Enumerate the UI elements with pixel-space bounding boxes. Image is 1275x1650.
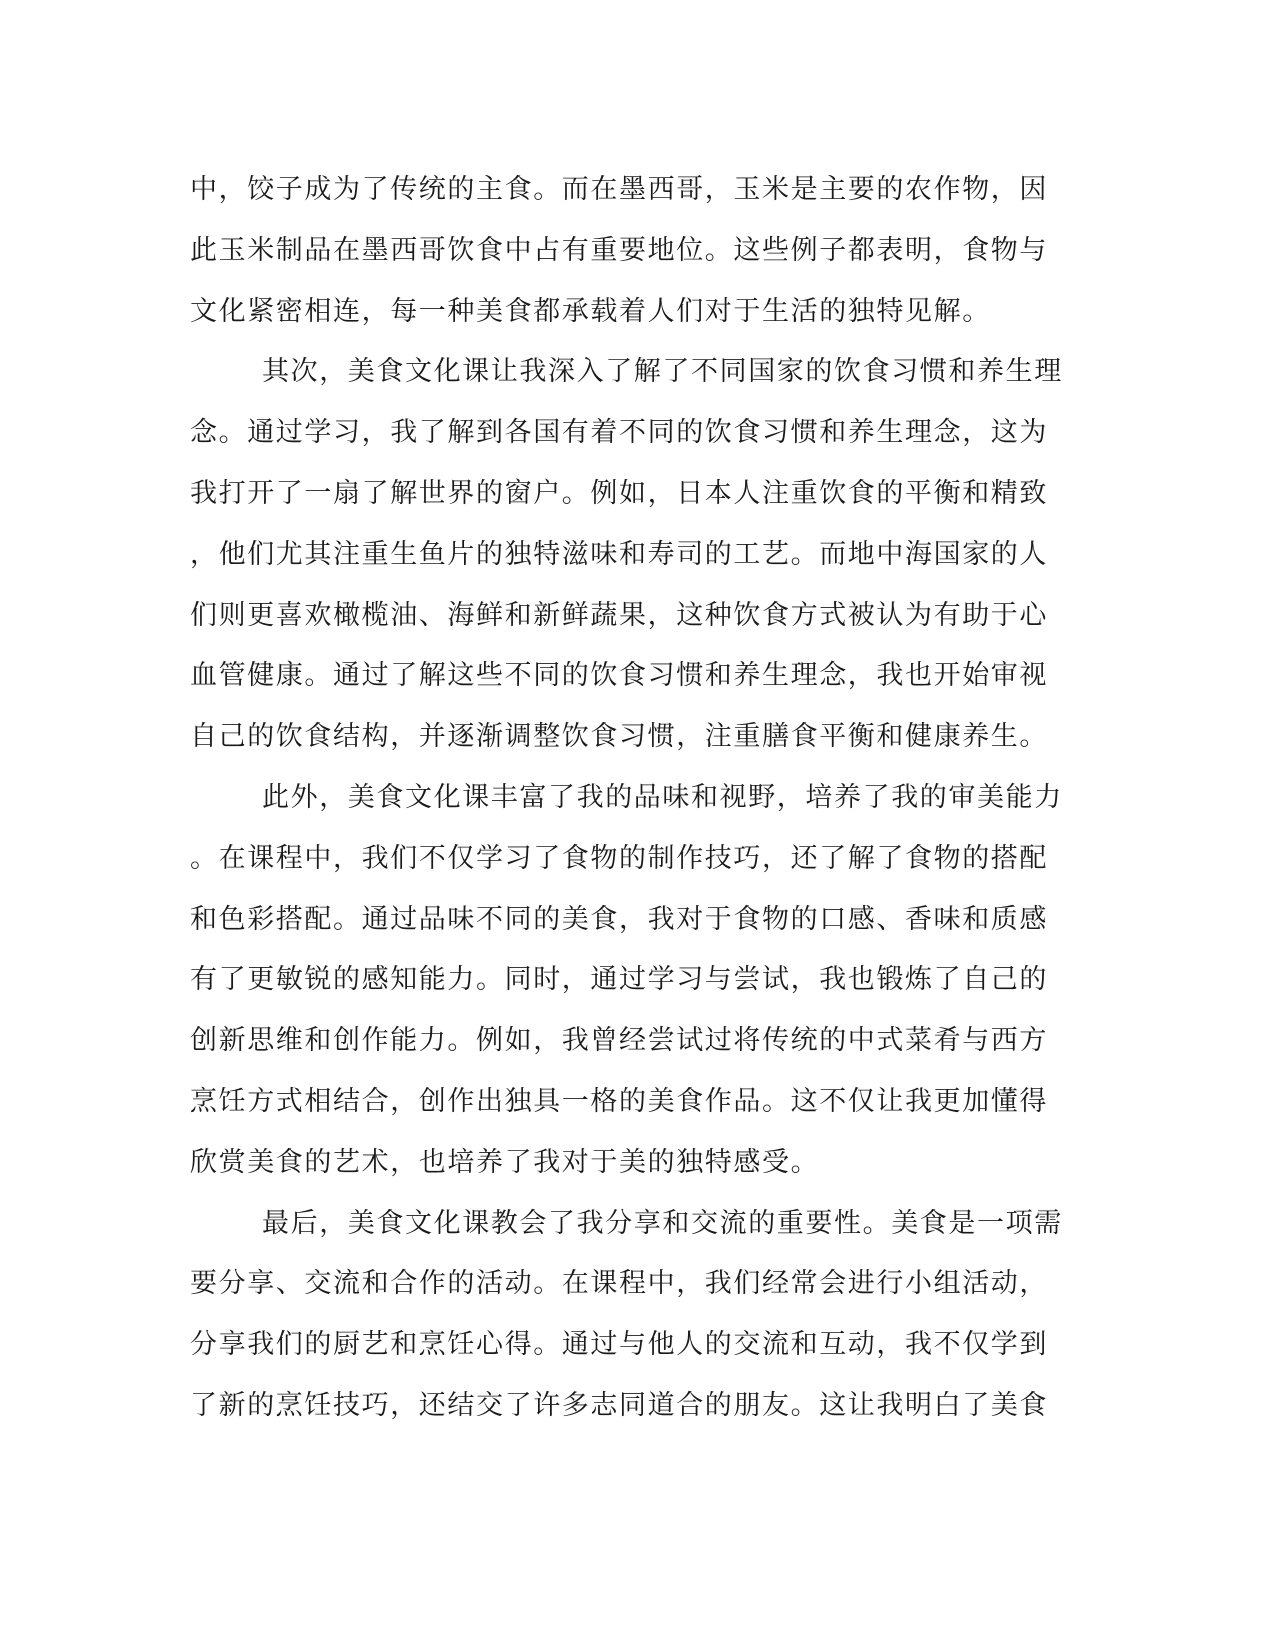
text-line: 有了更敏锐的感知能力。同时，通过学习与尝试，我也锻炼了自己的: [190, 964, 1048, 996]
paragraph-start-line: 最后，美食文化课教会了我分享和交流的重要性。美食是一项需: [262, 1207, 1063, 1239]
paragraph-start-line: 此外，美食文化课丰富了我的品味和视野，培养了我的审美能力: [262, 781, 1063, 813]
text-line: 血管健康。通过了解这些不同的饮食习惯和养生理念，我也开始审视: [190, 660, 1048, 692]
text-line: 念。通过学习，我了解到各国有着不同的饮食习惯和养生理念，这为: [190, 417, 1048, 449]
text-line: 欣赏美食的艺术，也培养了我对于美的独特感受。: [190, 1146, 820, 1178]
text-line: 烹饪方式相结合，创作出独具一格的美食作品。这不仅让我更加懂得: [190, 1085, 1048, 1117]
text-line: 我打开了一扇了解世界的窗户。例如，日本人注重饮食的平衡和精致: [190, 477, 1048, 509]
text-line: 文化紧密相连，每一种美食都承载着人们对于生活的独特见解。: [190, 295, 991, 327]
text-line: 要分享、交流和合作的活动。在课程中，我们经常会进行小组活动，: [190, 1268, 1048, 1300]
body-text: [190, 160, 1090, 1437]
text-line: 自己的饮食结构，并逐渐调整饮食习惯，注重膳食平衡和健康养生。: [190, 721, 1048, 753]
text-line: 分享我们的厨艺和烹饪心得。通过与他人的交流和互动，我不仅学到: [190, 1329, 1048, 1361]
text-line: 们则更喜欢橄榄油、海鲜和新鲜蔬果，这种饮食方式被认为有助于心: [190, 599, 1048, 631]
text-line: 。在课程中，我们不仅学习了食物的制作技巧，还了解了食物的搭配: [190, 842, 1048, 874]
text-line: 中，饺子成为了传统的主食。而在墨西哥，玉米是主要的农作物，因: [190, 174, 1048, 205]
text-line: 了新的烹饪技巧，还结交了许多志同道合的朋友。这让我明白了美食: [190, 1389, 1048, 1421]
paragraph-start-line: 其次，美食文化课让我深入了解了不同国家的饮食习惯和养生理: [262, 356, 1063, 388]
text-line: 创新思维和创作能力。例如，我曾经尝试过将传统的中式菜肴与西方: [190, 1025, 1048, 1057]
text-line: 和色彩搭配。通过品味不同的美食，我对于食物的口感、香味和质感: [190, 903, 1048, 935]
text-line: 此玉米制品在墨西哥饮食中占有重要地位。这些例子都表明，食物与: [190, 234, 1048, 266]
text-line: ，他们尤其注重生鱼片的独特滋味和寿司的工艺。而地中海国家的人: [190, 538, 1048, 570]
